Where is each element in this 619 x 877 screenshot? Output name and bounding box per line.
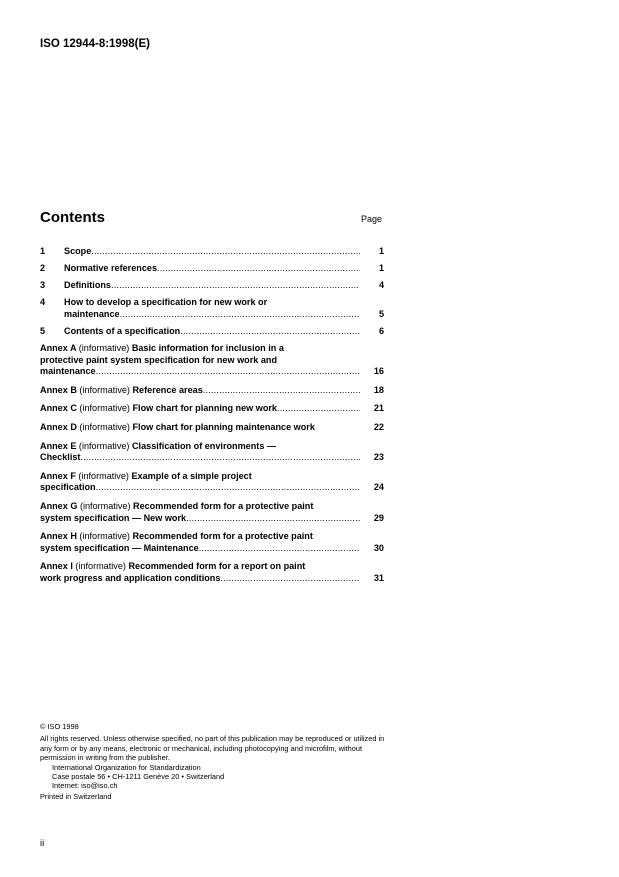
annex-title-line: work progress and application conditions [40,572,221,583]
toc-entry-annex-i[interactable] [40,561,384,584]
section-number: 5 [40,325,46,336]
toc-entry-scope[interactable] [40,246,384,258]
annex-label: Annex B [40,384,77,395]
toc-entry-annex-g[interactable] [40,501,384,524]
printed-in: Printed in Switzerland [40,791,112,801]
annex-title-line: Classification of environments — [131,440,276,451]
annex-label: Annex H [40,531,77,542]
page-number: 5 [378,308,384,319]
annex-type: (informative) [79,531,130,542]
annex-title-line: Basic information for inclusion in a [131,343,284,354]
annex-title-line: specification [40,482,96,493]
annex-label: Annex D [40,422,77,433]
dot-leader [220,573,360,585]
page-number: 18 [373,384,384,395]
annex-type: (informative) [78,470,129,481]
section-title: Scope [64,246,92,256]
dot-leader [199,543,360,555]
toc-entry-develop-specification[interactable] [40,297,384,320]
annex-type: (informative) [79,501,131,511]
annex-title-line: maintenance [40,366,96,377]
toc-entry-annex-a[interactable] [40,343,384,378]
section-title: Definitions [64,280,111,291]
annex-title-line: Flow chart for planning maintenance work [132,422,315,433]
annex-type: (informative) [75,561,126,572]
postal-address: Case postale 56 • CH-1211 Genève 20 • Switzerland [52,772,225,782]
annex-label: Annex C [40,403,77,414]
dot-leader [120,309,360,321]
section-title: Normative references [64,263,158,274]
dot-leader [80,452,360,464]
page-number: 31 [373,572,384,583]
annex-title-line: Recommended form for a report on paint [128,561,306,572]
page-number: 16 [373,366,384,377]
section-number: 3 [40,280,46,291]
annex-label: Annex G [40,501,78,511]
dot-leader [96,482,360,494]
page-number: 4 [378,280,384,291]
page-column-label: Page [361,214,383,224]
annex-title-line: system specification — New work [40,512,187,523]
dot-leader [111,280,360,292]
section-title-line: How to develop a specification for new work or [64,297,268,308]
page-number: 6 [378,325,384,336]
table-of-contents [40,246,384,585]
annex-label: Annex A [40,343,77,354]
copyright-line: © ISO 1998 [40,722,79,731]
section-title: Contents of a specification [64,325,181,336]
organization-name: International Organization for Standardization [52,762,201,772]
annex-title-line: Recommended form for a protective paint [133,501,314,511]
toc-entry-normative-references[interactable] [40,263,384,275]
annex-title-line: Flow chart for planning new work [132,403,277,414]
annex-type: (informative) [79,422,130,433]
annex-type: (informative) [78,440,130,451]
dot-leader [157,263,360,275]
annex-type: (informative) [79,403,130,414]
annex-label: Annex E [40,440,77,451]
annex-title-line: Reference areas [132,384,203,395]
dot-leader [277,403,360,415]
annex-title-line: Recommended form for a protective paint [132,531,313,542]
annex-type: (informative) [79,384,130,395]
toc-entry-annex-e[interactable] [40,441,384,464]
toc-entry-annex-c[interactable] [40,403,384,415]
page-number: 24 [373,482,384,493]
toc-entry-contents-of-specification[interactable] [40,326,384,338]
annex-label: Annex F [40,470,76,481]
section-title-line: maintenance [64,308,120,319]
document-id: ISO 12944-8:1998(E) [40,38,150,50]
toc-entry-annex-h[interactable] [40,531,384,554]
page-number: 1 [378,246,384,256]
section-number: 1 [40,246,46,256]
annex-title-line: Example of a simple project [131,470,252,481]
contents-title: Contents [40,209,105,226]
page-number: 1 [378,263,384,274]
dot-leader [186,513,360,525]
annex-title-line: system specification — Maintenance [40,542,199,553]
rights-statement: All rights reserved. Unless otherwise specified, no part of this publication may be reproduced or utilized in any form or by any means, electronic or mechanical, including photocopying and microfilm, without permission in writing from the publisher. [40,734,385,763]
page-number: 22 [373,422,384,433]
page-number: 29 [373,512,384,523]
annex-type: (informative) [78,343,130,354]
toc-entry-definitions[interactable] [40,280,384,292]
toc-entry-annex-d[interactable] [40,422,384,434]
annex-title-line: protective paint system specification for new work and [40,354,278,365]
dot-leader [180,326,360,338]
toc-entry-annex-b[interactable] [40,385,384,397]
page-number: 21 [373,403,384,414]
page-number-footer: ii [40,838,45,849]
page-number: 30 [373,542,384,553]
section-number: 2 [40,263,46,274]
annex-title-line: Checklist [40,452,81,463]
copyright-notice [40,722,390,801]
internet-address: Internet: iso@iso.ch [52,781,118,791]
dot-leader [91,246,360,258]
toc-entry-annex-f[interactable] [40,471,384,494]
annex-label: Annex I [40,561,73,572]
dot-leader [203,385,360,397]
dot-leader [96,366,360,378]
page-number: 23 [373,452,384,463]
section-number: 4 [40,297,46,308]
